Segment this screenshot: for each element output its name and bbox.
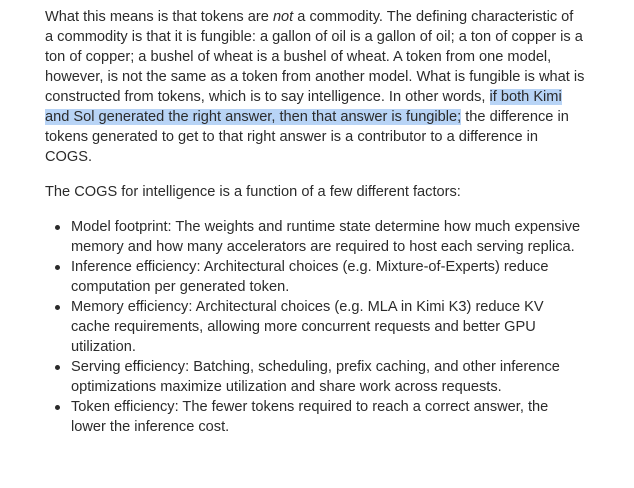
article-body xyxy=(45,7,585,437)
bullet-icon xyxy=(55,365,60,370)
paragraph-1-text-end: the difference in tokens generated to get to that right answer is a contributor to a difference in COGS. xyxy=(45,109,569,165)
bullet-icon xyxy=(55,265,60,270)
list-item-text: Inference efficiency: Architectural choices (e.g. Mixture-of-Experts) reduce computation per generated token. xyxy=(71,259,549,295)
paragraph-cogs-intro: The COGS for intelligence is a function of a few different factors: xyxy=(45,184,461,200)
bullet-icon xyxy=(55,305,60,310)
cogs-factors-list xyxy=(45,217,585,437)
emphasized-not: not xyxy=(272,9,294,25)
paragraph-1-text-middle: a commodity. The defining characteristic of a commodity is that it is fungible: a gallon of oil is a gallon of oil; a ton of copper is a ton of copper; a bushel of wheat is a bushel of wheat. A token from one model, however, is not the same as a token from another model. What is fungible is what is constructed from tokens, which is to say intelligence. In other words, xyxy=(45,9,585,105)
list-item xyxy=(45,357,585,397)
list-item xyxy=(45,217,585,257)
list-item-text: Token efficiency: The fewer tokens required to reach a correct answer, the lower the inference cost. xyxy=(71,399,549,435)
paragraph-1-text-start: What this means is that tokens are xyxy=(45,9,273,25)
paragraph-tokens-commodity xyxy=(45,7,585,167)
list-item-text: Model footprint: The weights and runtime state determine how much expensive memory and how many accelerators are required to host each serving replica. xyxy=(71,219,581,255)
bullet-icon xyxy=(55,405,60,410)
list-item xyxy=(45,397,585,437)
list-item xyxy=(45,257,585,297)
list-item-text: Memory efficiency: Architectural choices (e.g. MLA in Kimi K3) reduce KV cache requirements, allowing more concurrent requests and better GPU utilization. xyxy=(71,299,544,355)
list-item-text: Serving efficiency: Batching, scheduling, prefix caching, and other inference optimizations maximize utilization and share work across requests. xyxy=(71,359,560,395)
bullet-icon xyxy=(55,225,60,230)
list-item xyxy=(45,297,585,357)
selected-text-highlight[interactable]: if both Kimi and Sol generated the right answer, then that answer is fungible; xyxy=(45,89,562,125)
